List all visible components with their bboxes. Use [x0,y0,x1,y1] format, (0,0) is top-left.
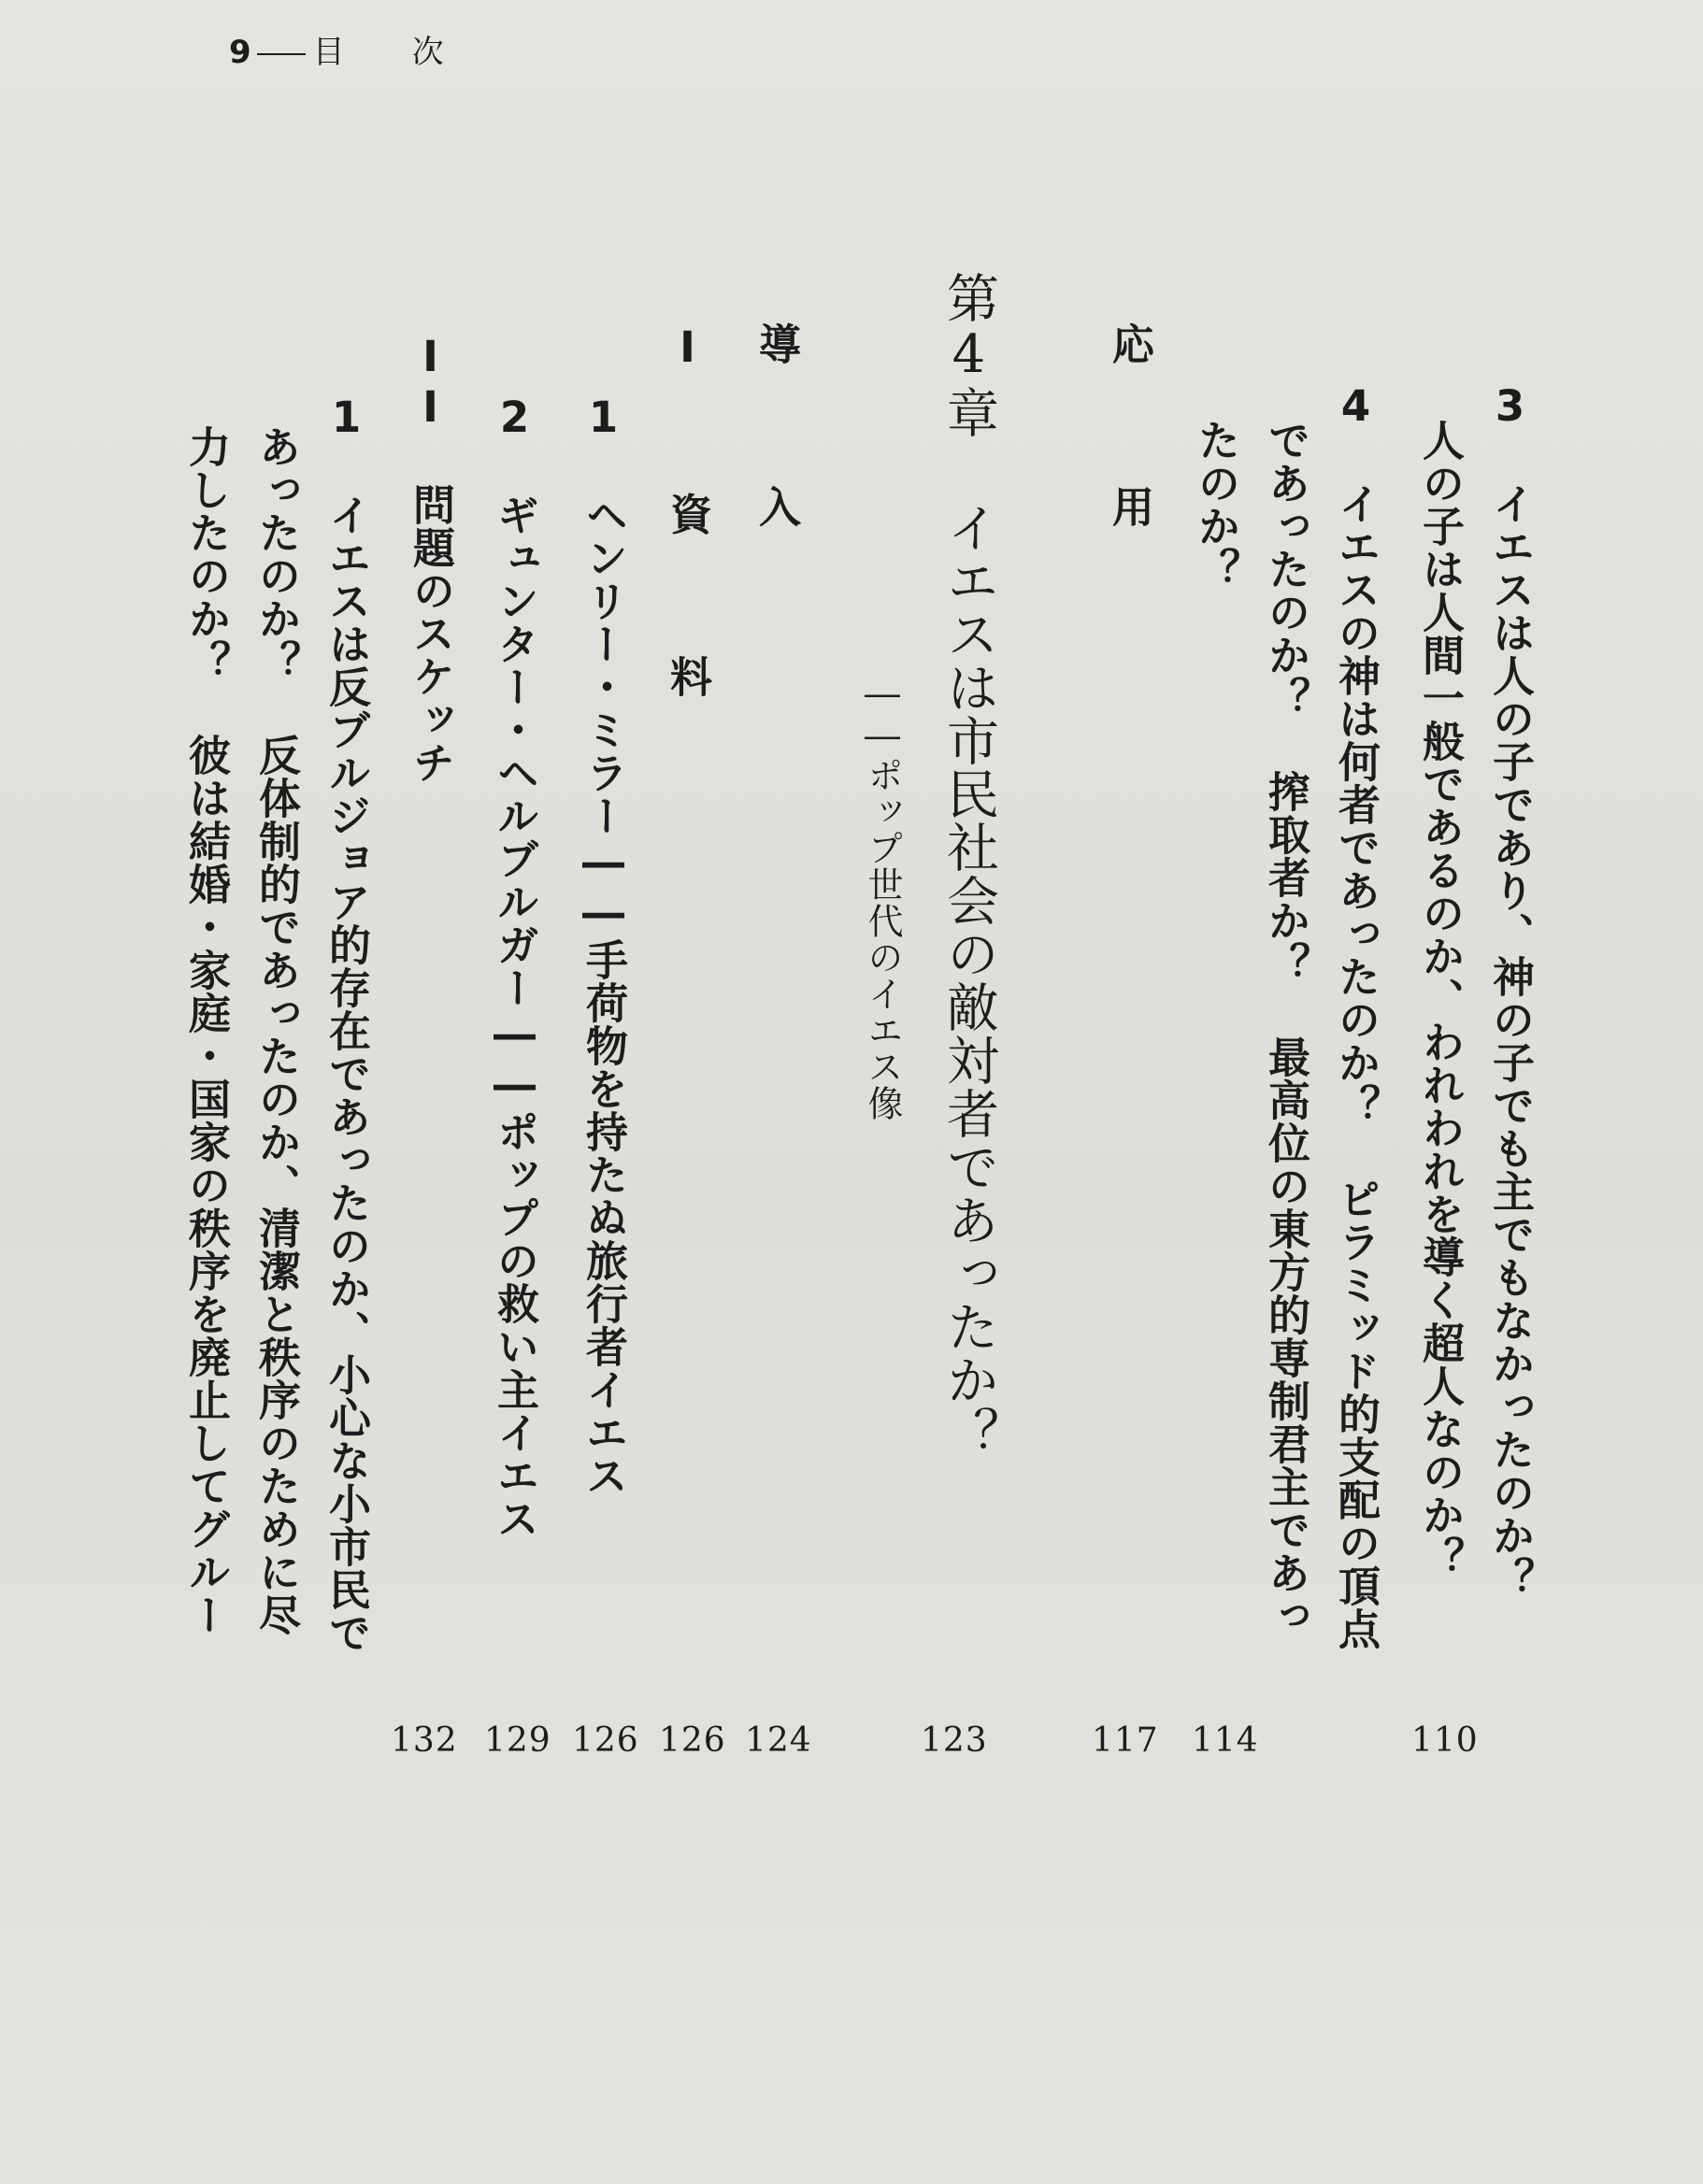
page-number-114: 114 [1192,1721,1259,1760]
page-number-110: 110 [1411,1721,1479,1760]
section-heading-application: 応 用 [1105,322,1154,563]
chapter-title: 第4章 イエスは市民社会の敵対者であったか？ [938,271,999,1460]
page-number-132: 132 [391,1721,458,1760]
toc-entry-3-line-2: 人の子は人間一般であるのか、われわれを導く超人なのか？ [1415,419,1465,1579]
toc-entry-4-line-1: 4 イエスの神は何者であったのか？ ピラミッド的支配の頂点 [1331,381,1381,1650]
subsection-heading-problem-sketch: II 問題のスケッチ [406,332,455,784]
toc-entry-4-line-3: たのか？ [1191,419,1240,591]
page-number-124: 124 [745,1721,812,1760]
toc-entry-3-line-1: 3 イエスは人の子であり、神の子でも主でもなかったのか？ [1485,381,1535,1600]
page-number-126-b: 126 [572,1721,639,1760]
page-number-129: 129 [484,1721,551,1760]
toc-entry-4-line-2: であったのか？ 搾取者か？ 最高位の東方的専制君主であっ [1261,419,1310,1637]
header-page-number: 9 [229,34,253,71]
section-heading-introduction: 導 入 [751,322,801,563]
header-title-1: 目 [312,34,347,71]
toc-item-problem-1-line-2: あったのか？ 反体制的であったのか、清潔と秩序のために尽 [251,425,301,1636]
toc-item-problem-1-line-3: 力したのか？ 彼は結婚・家庭・国家の秩序を廃止してグルー [181,425,231,1636]
toc-item-gunter-herburger: 2 ギュンター・ヘルブルガー――ポップの救い主イエス [490,393,539,1540]
header-dash [257,53,306,55]
toc-item-problem-1-line-1: 1 イエスは反ブルジョア的存在であったのか、小心な小市民で [322,393,371,1654]
chapter-subtitle: ――ポップ世代のイエス像 [862,673,903,1121]
toc-item-henry-miller: 1 ヘンリー・ミラー――手荷物を持たぬ旅行者イエス [579,393,628,1497]
running-header [229,26,446,72]
page-number-117: 117 [1092,1721,1159,1760]
page-number-123: 123 [921,1721,988,1760]
page-number-126-a: 126 [659,1721,726,1760]
subsection-heading-materials: I 資 料 [663,322,712,733]
header-title-2: 次 [411,34,446,71]
